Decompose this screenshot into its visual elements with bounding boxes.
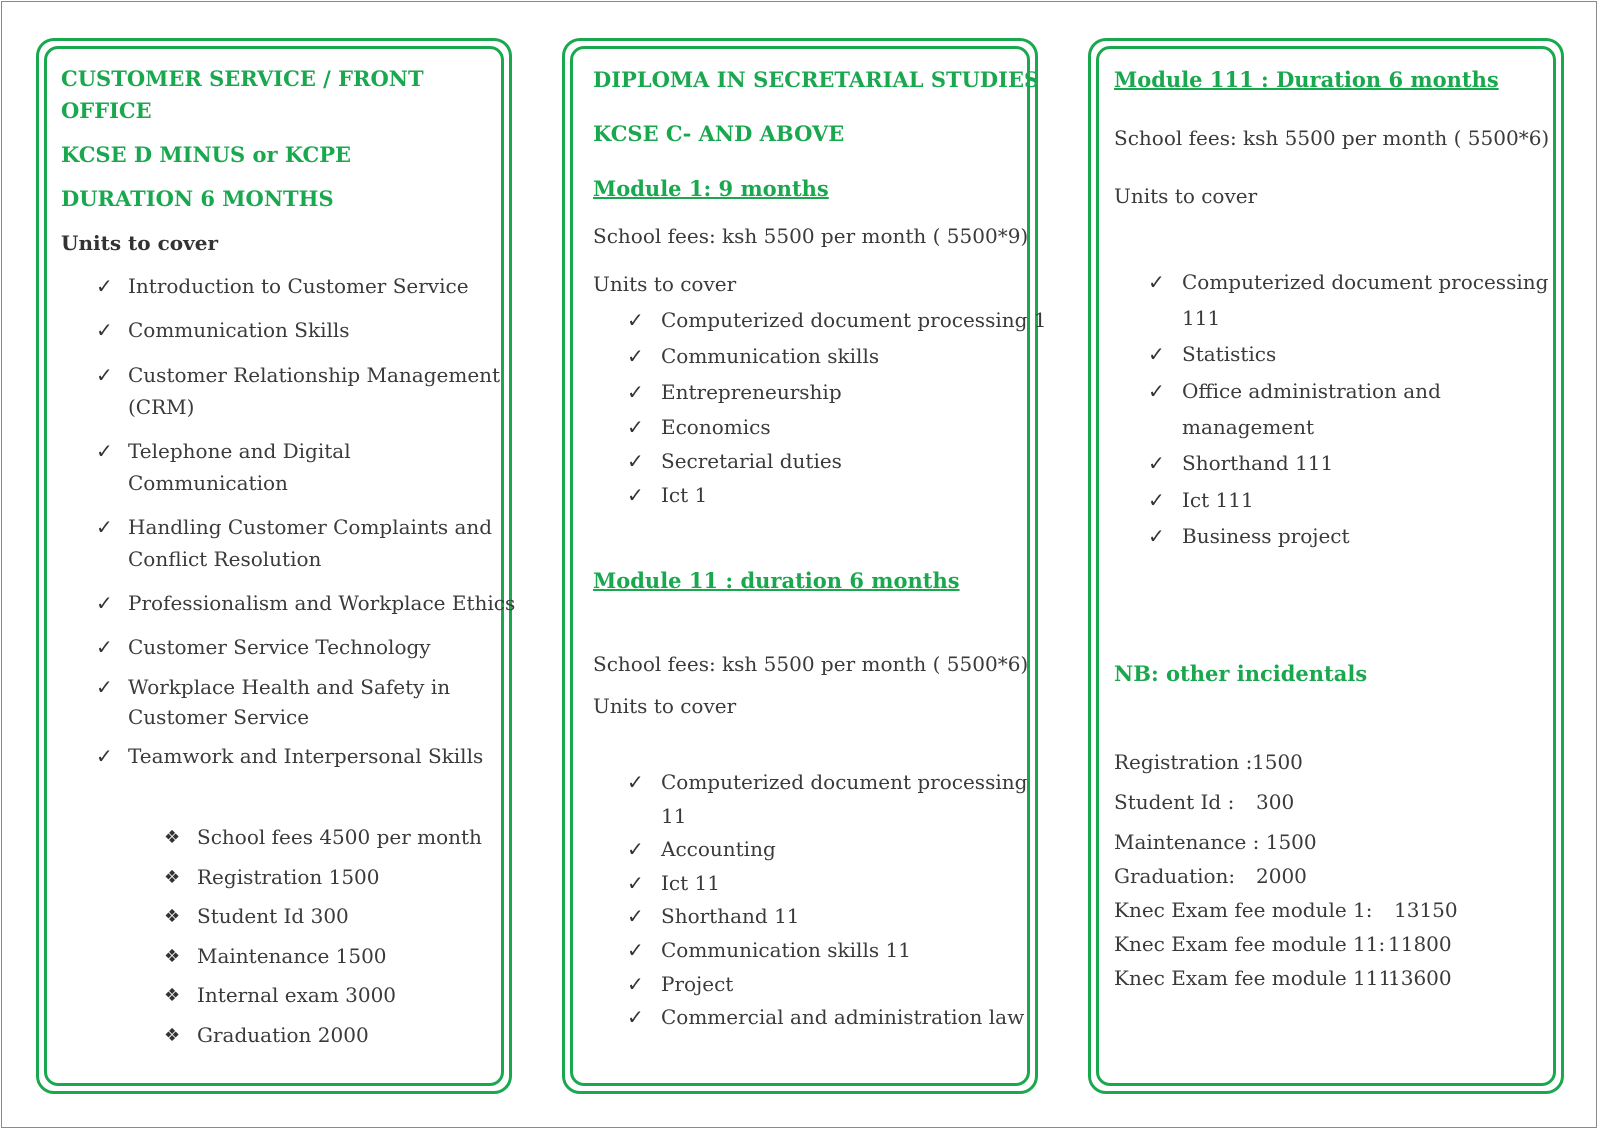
incidental-value: 13600 [1388, 966, 1452, 990]
unit-item-continued: Customer Service [128, 705, 310, 729]
incidental-label: Student Id : [1114, 790, 1235, 814]
check-icon: ✓ [627, 972, 644, 996]
unit-item: Office administration and [1182, 379, 1441, 403]
unit-item: Commercial and administration law [661, 1005, 1025, 1029]
fee-item: Student Id 300 [197, 904, 349, 928]
module-111-fees: School fees: ksh 5500 per month ( 5500*6) [1114, 126, 1550, 150]
check-icon: ✓ [96, 515, 113, 539]
panel-inner-border [570, 46, 1030, 1086]
check-icon: ✓ [96, 318, 113, 342]
incidental-label: Graduation: [1114, 864, 1236, 888]
incidental-label: Knec Exam fee module 111: [1114, 966, 1398, 990]
unit-item: Business project [1182, 524, 1350, 548]
diamond-bullet-icon: ❖ [164, 985, 181, 1006]
course-duration: DURATION 6 MONTHS [61, 186, 334, 211]
check-icon: ✓ [1148, 524, 1165, 548]
fee-item: Graduation 2000 [197, 1023, 369, 1047]
course-title: DIPLOMA IN SECRETARIAL STUDIES [593, 67, 1040, 92]
check-icon: ✓ [1148, 270, 1165, 294]
check-icon: ✓ [627, 344, 644, 368]
units-heading: Units to cover [61, 231, 218, 255]
units-heading: Units to cover [593, 694, 737, 718]
check-icon: ✓ [96, 675, 113, 699]
unit-item-continued: Conflict Resolution [128, 547, 322, 571]
unit-item: Project [661, 972, 734, 996]
units-heading: Units to cover [1114, 184, 1258, 208]
incidental-value: 300 [1256, 790, 1295, 814]
unit-item: Economics [661, 415, 771, 439]
unit-item: Teamwork and Interpersonal Skills [128, 744, 484, 768]
check-icon: ✓ [96, 439, 113, 463]
course-title: CUSTOMER SERVICE / FRONT [61, 66, 424, 91]
check-icon: ✓ [96, 744, 113, 768]
unit-item: Customer Relationship Management [128, 363, 501, 387]
unit-item: Communication Skills [128, 318, 350, 342]
unit-item: Communication skills [661, 344, 880, 368]
nb-heading: NB: other incidentals [1114, 661, 1368, 686]
unit-item: Entrepreneurship [661, 380, 842, 404]
entry-requirement: KCSE C- AND ABOVE [593, 121, 845, 146]
check-icon: ✓ [627, 415, 644, 439]
diamond-bullet-icon: ❖ [164, 867, 181, 888]
unit-item: Ict 111 [1182, 488, 1254, 512]
unit-item: Computerized document processing 1 [661, 308, 1047, 332]
module-1-heading: Module 1: 9 months [593, 176, 829, 201]
unit-item-continued: 111 [1182, 306, 1221, 330]
unit-item: Secretarial duties [661, 449, 842, 473]
module-111-heading: Module 111 : Duration 6 months [1114, 67, 1499, 92]
check-icon: ✓ [627, 871, 644, 895]
unit-item-continued: 11 [661, 804, 687, 828]
unit-item: Professionalism and Workplace Ethics [128, 591, 516, 615]
unit-item-continued: (CRM) [128, 395, 195, 419]
unit-item: Shorthand 11 [661, 904, 800, 928]
unit-item: Introduction to Customer Service [128, 274, 469, 298]
diamond-bullet-icon: ❖ [164, 1025, 181, 1046]
check-icon: ✓ [627, 483, 644, 507]
check-icon: ✓ [627, 308, 644, 332]
incidental-label: Knec Exam fee module 1: [1114, 898, 1373, 922]
check-icon: ✓ [627, 904, 644, 928]
unit-item: Customer Service Technology [128, 635, 431, 659]
check-icon: ✓ [627, 938, 644, 962]
check-icon: ✓ [96, 274, 113, 298]
incidental-value: 1500 [1252, 750, 1303, 774]
unit-item: Handling Customer Complaints and [128, 515, 493, 539]
check-icon: ✓ [96, 591, 113, 615]
unit-item: Ict 1 [661, 483, 708, 507]
diamond-bullet-icon: ❖ [164, 946, 181, 967]
unit-item: Ict 11 [661, 871, 720, 895]
diamond-bullet-icon: ❖ [164, 906, 181, 927]
check-icon: ✓ [627, 837, 644, 861]
check-icon: ✓ [1148, 488, 1165, 512]
incidental-label: Maintenance : 1500 [1114, 830, 1317, 854]
fee-item: Maintenance 1500 [197, 944, 387, 968]
check-icon: ✓ [627, 449, 644, 473]
module-11-heading: Module 11 : duration 6 months [593, 568, 960, 593]
incidental-value: 11800 [1388, 932, 1452, 956]
incidental-value: 2000 [1256, 864, 1307, 888]
units-heading: Units to cover [593, 272, 737, 296]
unit-item: Workplace Health and Safety in [128, 675, 451, 699]
check-icon: ✓ [96, 635, 113, 659]
entry-requirement: KCSE D MINUS or KCPE [61, 142, 352, 167]
check-icon: ✓ [1148, 342, 1165, 366]
module-1-fees: School fees: ksh 5500 per month ( 5500*9) [593, 224, 1029, 248]
module-11-fees: School fees: ksh 5500 per month ( 5500*6) [593, 652, 1029, 676]
fee-item: Registration 1500 [197, 865, 380, 889]
unit-item-continued: management [1182, 415, 1315, 439]
course-title: OFFICE [61, 98, 152, 123]
unit-item: Computerized document processing [1182, 270, 1549, 294]
unit-item: Accounting [661, 837, 776, 861]
unit-item: Shorthand 111 [1182, 451, 1334, 475]
unit-item: Computerized document processing [661, 770, 1028, 794]
unit-item: Communication skills 11 [661, 938, 911, 962]
incidental-label: Registration : [1114, 750, 1253, 774]
incidental-label: Knec Exam fee module 11: [1114, 932, 1386, 956]
fee-item: Internal exam 3000 [197, 983, 397, 1007]
diamond-bullet-icon: ❖ [164, 827, 181, 848]
check-icon: ✓ [1148, 379, 1165, 403]
unit-item: Statistics [1182, 342, 1277, 366]
unit-item: Telephone and Digital [128, 439, 351, 463]
fee-item: School fees 4500 per month [197, 825, 482, 849]
unit-item-continued: Communication [128, 471, 288, 495]
check-icon: ✓ [627, 380, 644, 404]
check-icon: ✓ [627, 1005, 644, 1029]
check-icon: ✓ [1148, 451, 1165, 475]
incidental-value: 13150 [1394, 898, 1458, 922]
check-icon: ✓ [627, 770, 644, 794]
check-icon: ✓ [96, 363, 113, 387]
